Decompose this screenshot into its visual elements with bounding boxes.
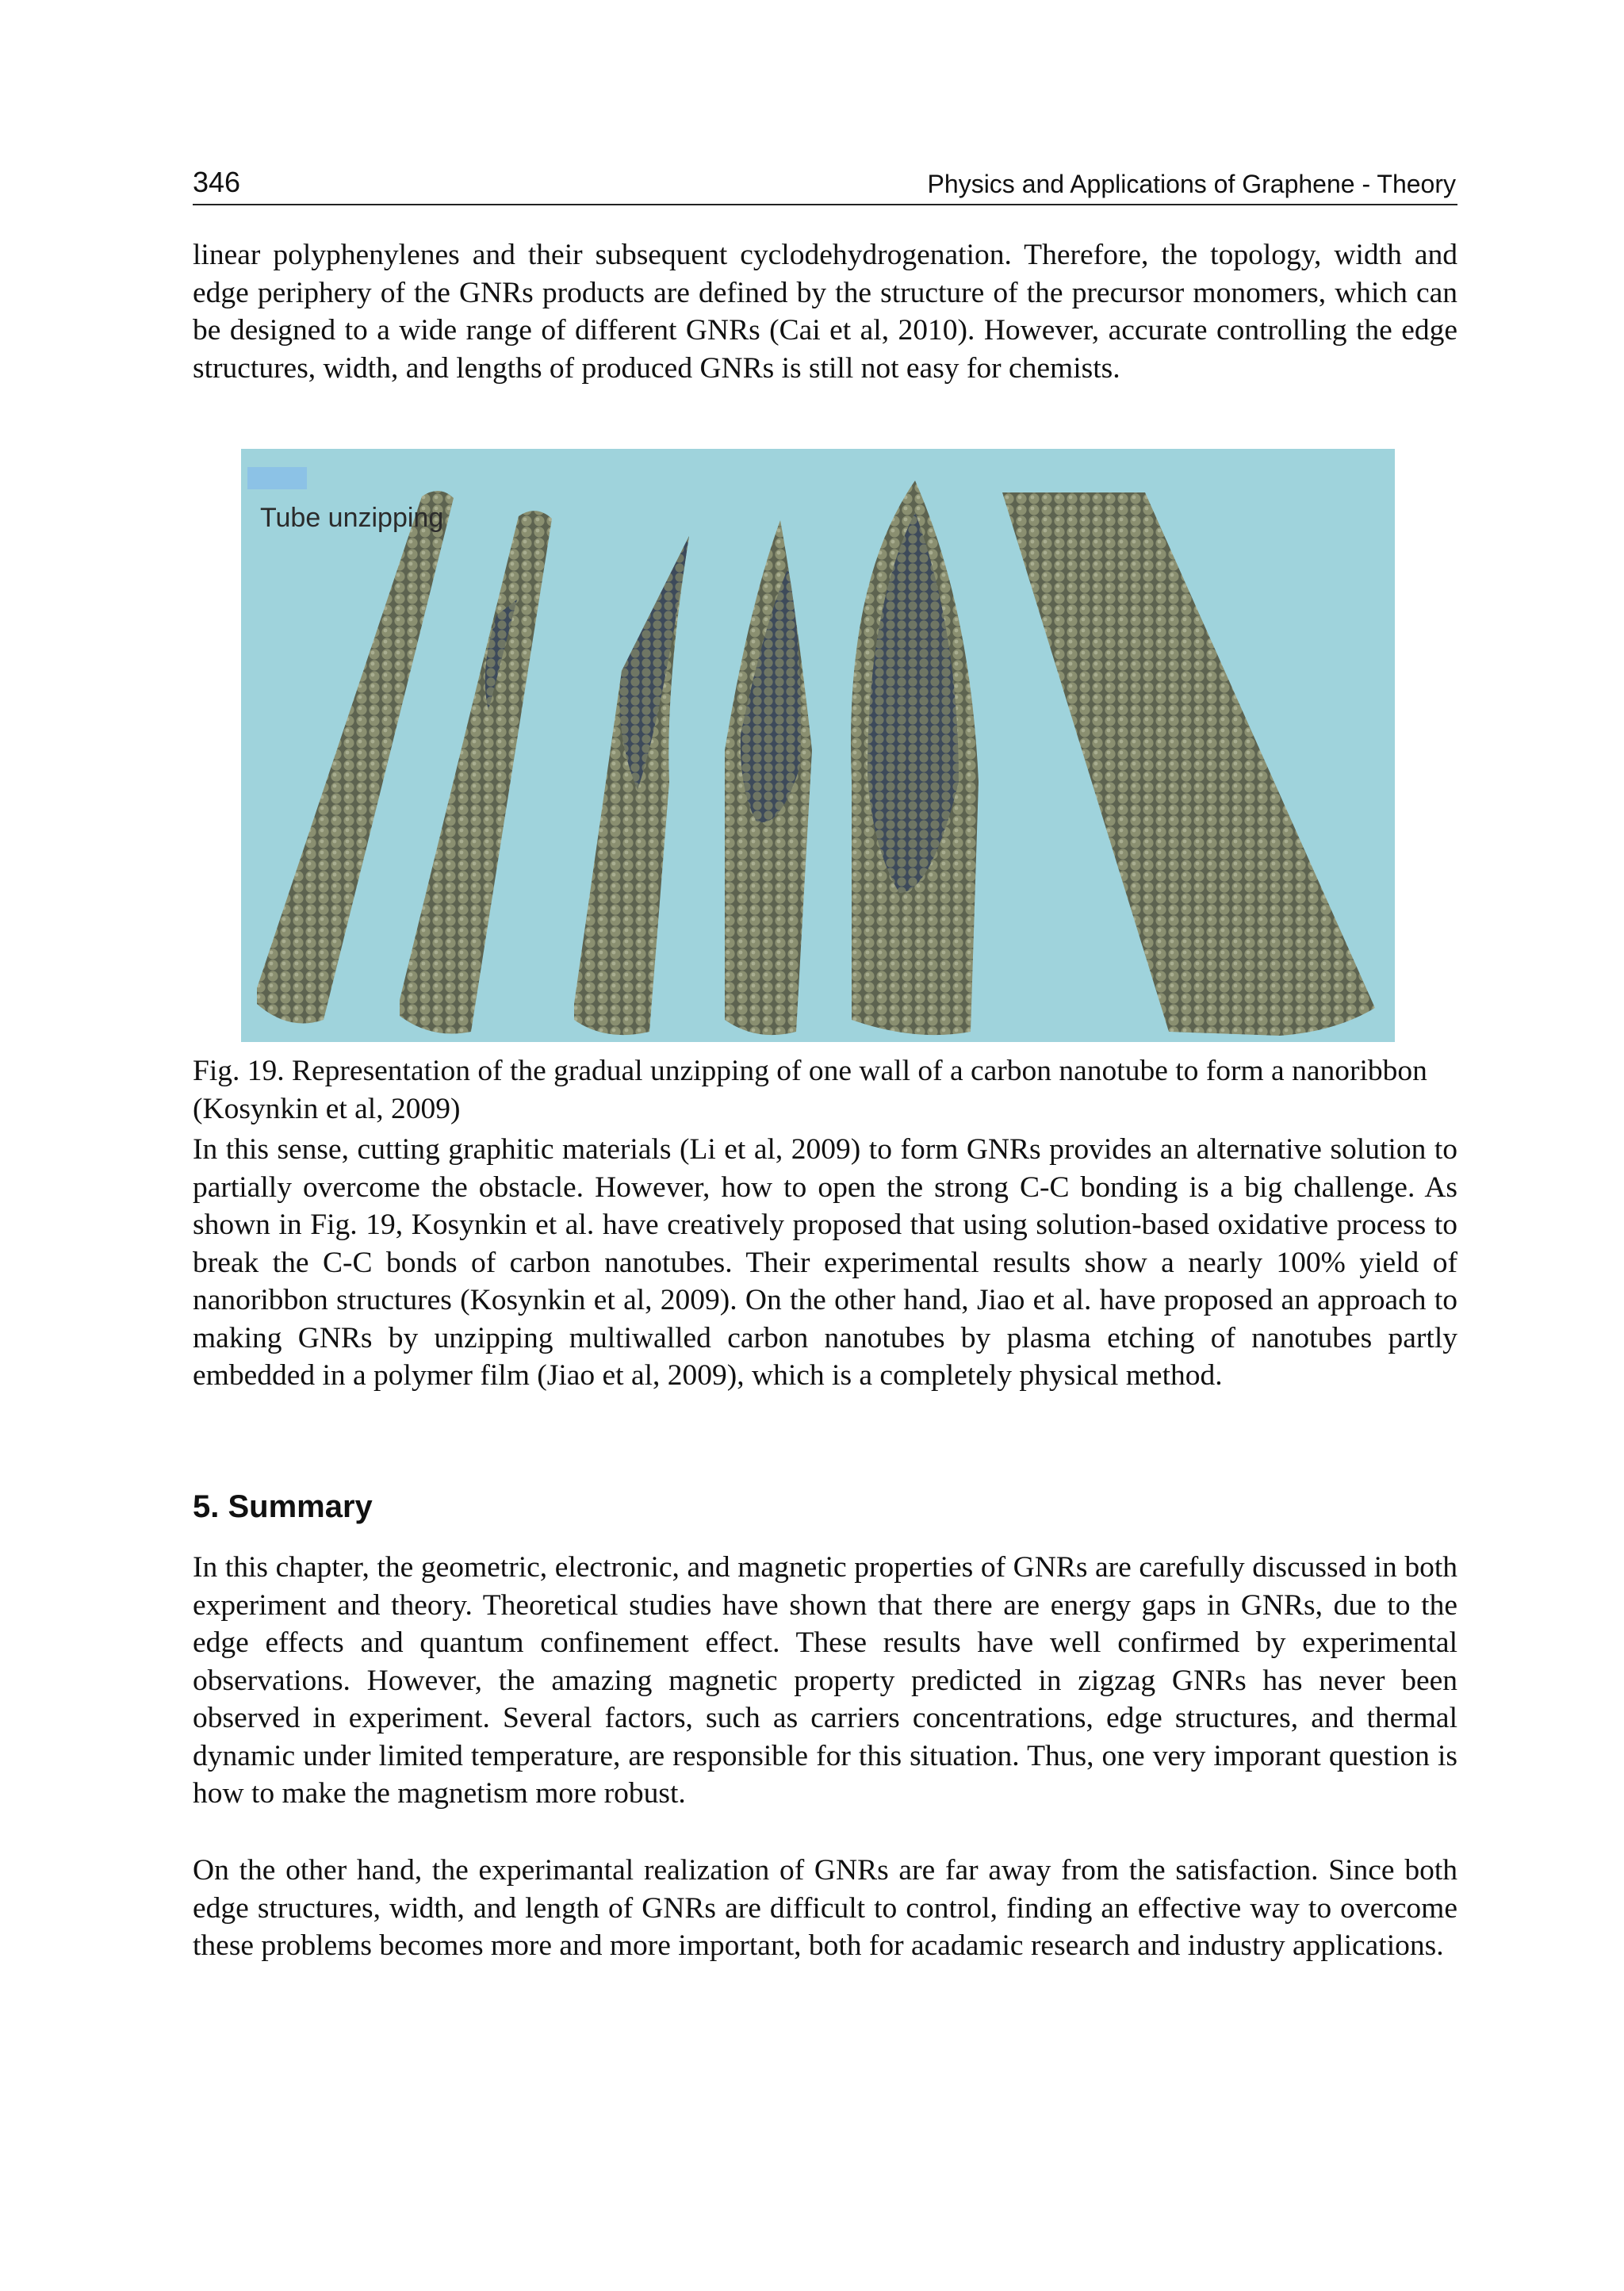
graphene-nanoribbon [1002, 492, 1375, 1036]
figure-tube-unzipping [241, 449, 1395, 1042]
book-title: Physics and Applications of Graphene - Theory [927, 170, 1456, 198]
summary-paragraph-2: On the other hand, the experimantal realization of GNRs are far away from the satisfaction. Since both edge structures, width, and length of GNRs are difficult to control, finding an effective way to overcome these problems becomes more and more important, both for acadamic research and industry applications. [193, 1854, 1457, 1962]
unzipping-paragraph: In this sense, cutting graphitic materials (Li et al, 2009) to form GNRs provides an alternative solution to partially overcome the obstacle. However, how to open the strong C-C bonding is a big challenge. As shown in Fig. 19, Kosynkin et al. have creatively proposed that using solution-based oxidative process to break the C-C bonds of carbon nanotubes. Their experimental results show a nearly 100% yield of nanoribbon structures (Kosynkin et al, 2009). On the other hand, Jiao et al. have proposed an approach to making GNRs by unzipping multiwalled carbon nanotubes by plasma etching of nanotubes partly embedded in a polymer film (Jiao et al, 2009), which is a completely physical method. [193, 1133, 1457, 1392]
nanotube-illustration [241, 449, 1395, 1042]
nanotube-opened [725, 520, 812, 1035]
figure-corner-mark [247, 467, 307, 489]
running-header [193, 163, 1457, 205]
summary-paragraph-1: In this chapter, the geometric, electronic, and magnetic properties of GNRs are carefully discussed in both experiment and theory. Theoretical studies have shown that there are energy gaps in GNRs, due to the edge effects and quantum confinement effect. These results have well confirmed by experimental observations. However, the amazing magnetic property predicted in zigzag GNRs has never been observed in experiment. Several factors, such as carriers concentrations, edge structures, and thermal dynamic under limited temperature, are responsible for this situation. Thus, one very imporant question is how to make the magnetism more robust. [193, 1551, 1457, 1810]
figure-caption: Fig. 19. Representation of the gradual unzipping of one wall of a carbon nanotube to form a nanoribbon (Kosynkin et al, 2009) [193, 1055, 1427, 1125]
nanotube-partly-unzipped [574, 536, 689, 1035]
section-heading: 5. Summary [193, 1489, 373, 1524]
page-number: 346 [193, 166, 241, 198]
nanotube-nearly-flat [851, 481, 979, 1035]
intro-paragraph: linear polyphenylenes and their subsequent cyclodehydrogenation. Therefore, the topology, width and edge periphery of the GNRs products are defined by the structure of the precursor monomers, which can be designed to a wide range of different GNRs (Cai et al, 2010). However, accurate controlling the edge structures, width, and lengths of produced GNRs is still not easy for chemists. [193, 239, 1457, 385]
figure-label: Tube unzipping [260, 503, 444, 533]
